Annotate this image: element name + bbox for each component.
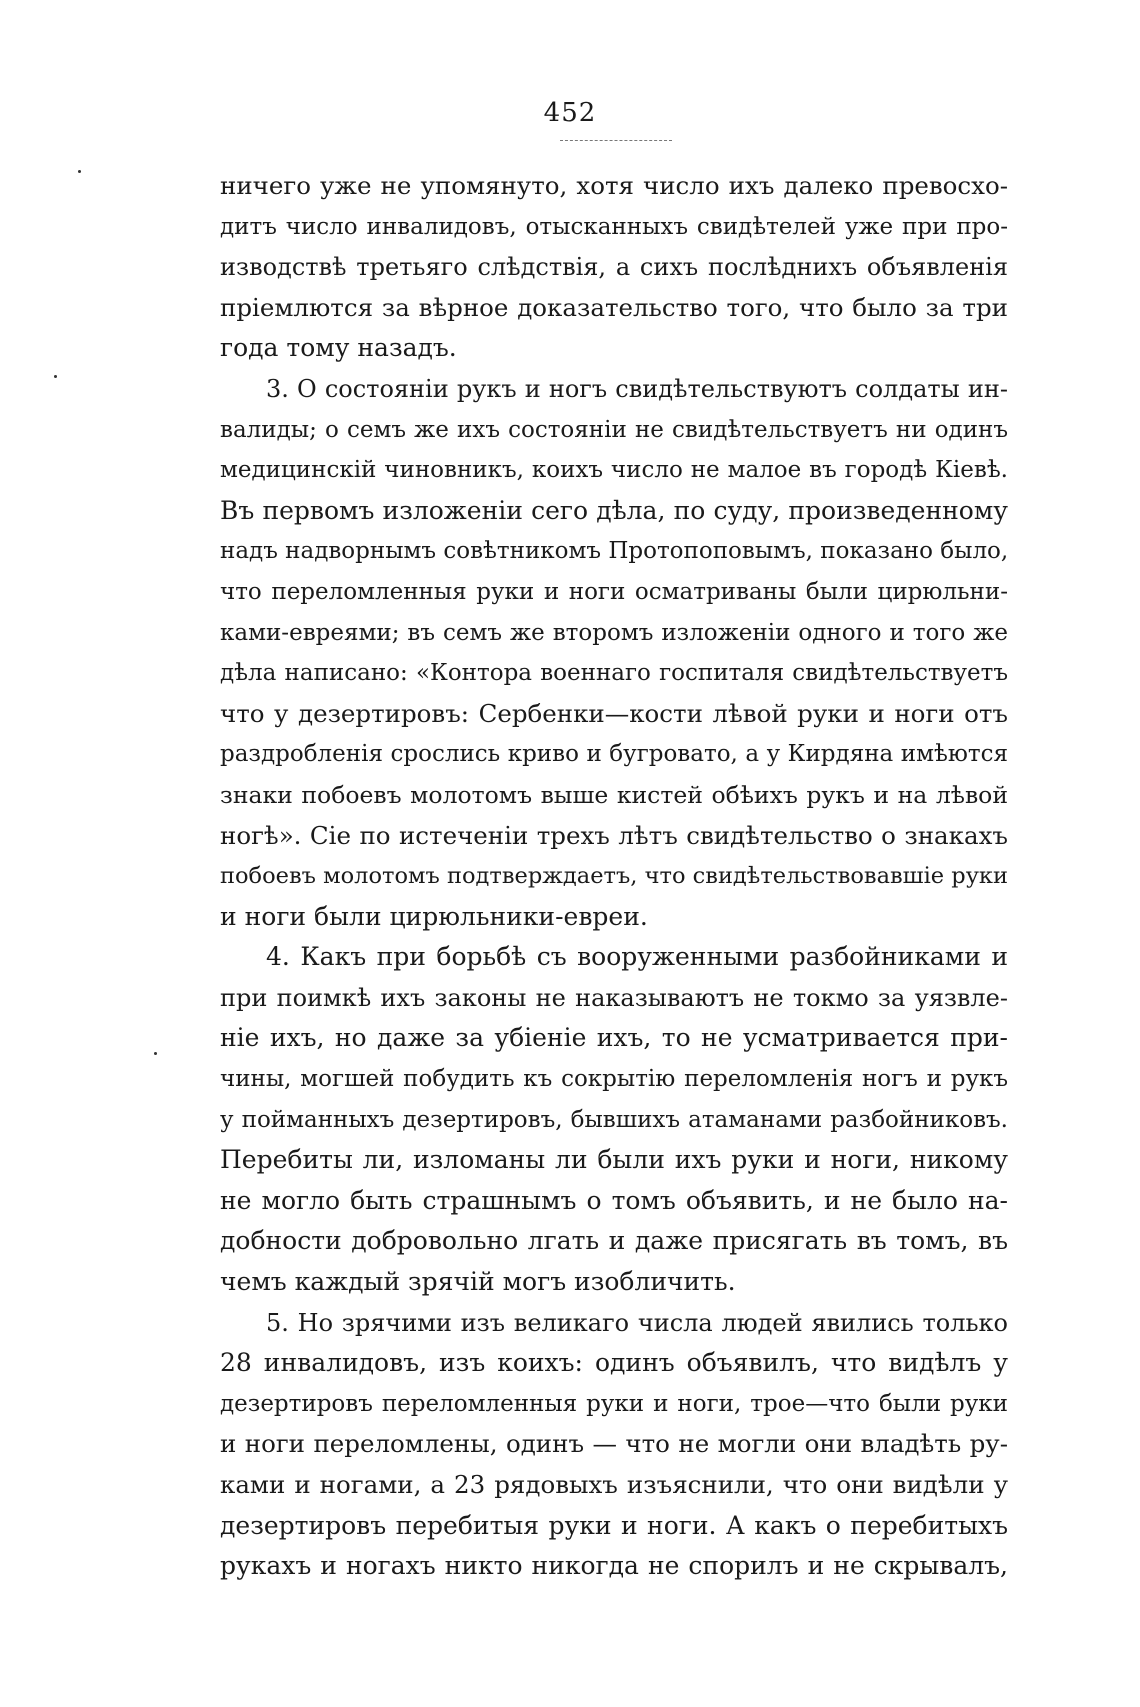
text-line: чины, могшей побудить къ сокрытію переломленія ногъ и рукъ: [220, 1066, 1008, 1093]
text-line: 28 инвалидовъ, изъ коихъ: одинъ объявилъ, что видѣлъ у: [220, 1348, 1008, 1378]
text-line: пріемлются за вѣрное доказательство того, что было за три: [220, 292, 1008, 322]
text-line: ногѣ». Сіе по истеченіи трехъ лѣтъ свидѣтельство о знакахъ: [220, 820, 1008, 850]
text-line: не могло быть страшнымъ о томъ объявить, и не было на-: [220, 1185, 1008, 1215]
text-line: 3. О состояніи рукъ и ногъ свидѣтельствуютъ солдаты ин-: [266, 374, 1008, 403]
page-number: 452: [543, 98, 597, 128]
text-line: и ноги переломлены, одинъ — что не могли они владѣть ру-: [220, 1429, 1008, 1459]
text-line: дезертировъ переломленныя руки и ноги, трое—что были руки: [220, 1390, 1008, 1417]
text-line: 4. Какъ при борьбѣ съ вооруженными разбойниками и: [266, 942, 1008, 972]
scan-speck: [78, 170, 81, 173]
text-line: ками-евреями; въ семъ же второмъ изложеніи одного и того же: [220, 619, 1008, 646]
text-line: что у дезертировъ: Сербенки—кости лѣвой руки и ноги отъ: [220, 698, 1008, 728]
scan-speck: [54, 375, 57, 378]
text-line: дѣла написано: «Контора военнаго госпиталя свидѣтельствуетъ: [220, 660, 1008, 687]
text-line: ничего уже не упомянуто, хотя число ихъ далеко превосхо-: [220, 171, 1008, 200]
page-number-rule: [560, 140, 672, 142]
text-line: рукахъ и ногахъ никто никогда не спорилъ и не скрывалъ,: [220, 1551, 1008, 1581]
text-line: 5. Но зрячими изъ великаго числа людей явились только: [266, 1308, 1008, 1337]
text-line: дитъ число инвалидовъ, отысканныхъ свидѣтелей уже при про-: [220, 213, 1008, 240]
text-line: что переломленныя руки и ноги осматриваны были цирюльни-: [220, 578, 1008, 605]
text-line: надъ надворнымъ совѣтникомъ Протопоповымъ, показано было,: [220, 538, 1008, 565]
text-line: побоевъ молотомъ подтверждаетъ, что свидѣтельствовавшіе руки: [220, 863, 1008, 890]
scan-speck: [154, 1052, 157, 1055]
text-line: ками и ногами, а 23 рядовыхъ изъяснили, что они видѣли у: [220, 1470, 1008, 1499]
text-line: раздробленія срослись криво и бугровато, а у Кирдяна имѣются: [220, 741, 1008, 768]
text-line: ніе ихъ, но даже за убіеніе ихъ, то не усматривается при-: [220, 1023, 1008, 1053]
text-line: Въ первомъ изложеніи сего дѣла, по суду, произведенному: [220, 495, 1008, 525]
body-text: [220, 166, 1008, 1587]
text-line: добности добровольно лгать и даже присягать въ томъ, въ: [220, 1226, 1008, 1256]
text-line: валиды; о семъ же ихъ состояніи не свидѣтельствуетъ ни одинъ: [220, 416, 1008, 443]
text-line: при поимкѣ ихъ законы не наказываютъ не токмо за уязвле-: [220, 983, 1008, 1012]
text-line: медицинскій чиновникъ, коихъ число не малое въ городѣ Кіевѣ.: [220, 457, 1008, 484]
text-line: изводствѣ третьяго слѣдствія, а сихъ послѣднихъ объявленія: [220, 253, 1008, 282]
text-line: Перебиты ли, изломаны ли были ихъ руки и ноги, никому: [220, 1145, 1008, 1175]
text-line: года тому назадъ.: [220, 333, 457, 363]
text-line: чемъ каждый зрячій могъ изобличить.: [220, 1267, 736, 1297]
text-line: знаки побоевъ молотомъ выше кистей обѣихъ рукъ и на лѣвой: [220, 780, 1008, 809]
text-line: дезертировъ перебитыя руки и ноги. А какъ о перебитыхъ: [220, 1510, 1008, 1540]
text-line: у пойманныхъ дезертировъ, бывшихъ атаманами разбойниковъ.: [220, 1106, 1008, 1133]
text-line: и ноги были цирюльники-евреи.: [220, 901, 648, 931]
